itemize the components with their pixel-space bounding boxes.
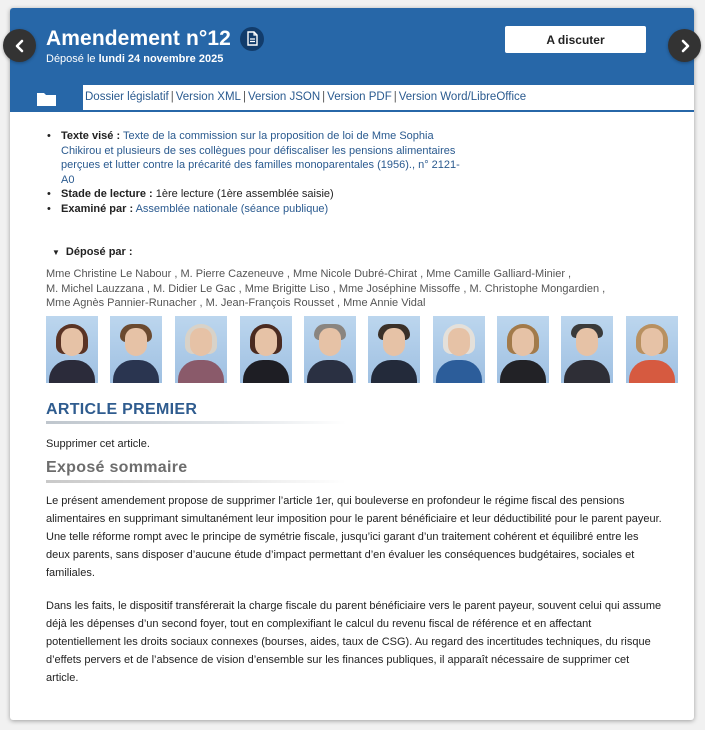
texte-vise-link[interactable]: Texte de la commission sur la proposition de loi de Mme Sophia Chikirou et plusieurs de ses collègues pour défiscaliser les pensions alimentaires perçues et lutter contre la précarité des familles monoparentales (1956)., n° 2121-A0 (61, 130, 460, 186)
article-body: Supprimer cet article. (46, 438, 150, 450)
next-amendment-button[interactable] (668, 29, 701, 62)
expose-paragraph-1: Le présent amendement propose de supprimer l’article 1er, qui bouleverse en profondeur le régime fiscal des pensions alimentaires en supprimant simultanément leur imposition pour le parent bénéficiaire et leur déductibilité pour le parent payeur. Une telle réforme rompt avec le principe de symétrie fiscale, jusqu’ici garant d’un traitement cohérent et équilibré entre les deux parents, sans disposer d’aucune étude d’impact permettant d’en évaluer les conséquences budgétaires, sociales et familiales. (46, 495, 662, 579)
depose-par-label: Déposé par : (65, 246, 133, 258)
expose-sommaire-title: Exposé sommaire (46, 459, 188, 476)
expose-title-underline (46, 480, 346, 483)
folder-tab[interactable] (10, 85, 83, 112)
link-separator: | (242, 91, 246, 103)
amendment-header (10, 8, 694, 85)
status-button[interactable]: A discuter (505, 26, 646, 53)
link-separator: | (393, 91, 397, 103)
article-title: ARTICLE PREMIER (46, 401, 198, 418)
link-version-word[interactable]: Version Word/LibreOffice (398, 91, 527, 103)
link-version-pdf[interactable]: Version PDF (327, 91, 392, 103)
authors-line: Mme Christine Le Nabour , M. Pierre Cazeneuve , Mme Nicole Dubré-Chirat , Mme Camille Galliard-Minier , (46, 268, 572, 280)
deposit-prefix: Déposé le (46, 53, 96, 65)
examine-par-label: Examiné par : (61, 202, 134, 215)
author-photo[interactable] (497, 316, 549, 383)
stade-lecture-label: Stade de lecture : (61, 188, 153, 200)
author-photo[interactable] (368, 316, 420, 383)
author-photo[interactable] (240, 316, 292, 383)
folder-icon (36, 90, 58, 108)
deposit-date-line (46, 53, 223, 65)
previous-amendment-button[interactable] (3, 29, 36, 62)
amendment-metadata (46, 129, 466, 216)
chevron-right-icon (678, 39, 692, 53)
authors-line: Mme Agnès Pannier-Runacher , M. Jean-François Rousset , Mme Annie Vidal (46, 297, 426, 309)
expose-paragraph-2: Dans les faits, le dispositif transférerait la charge fiscale du parent bénéficiaire vers le parent payeur, souvent celui qui assume déjà les dépenses d’un second foyer, tout en complexifiant le calcul du revenu fiscal de référence et en affectant potentiellement les droits sociaux connexes (bourses, aides, taux de CSG). Au regard des incertitudes techniques, du risque d’effets pervers et de l’absence de vision d’ensemble sur les finances publiques, il apparaît nécessaire de supprimer cet article. (46, 600, 662, 684)
depose-par-toggle[interactable] (52, 246, 133, 258)
author-photo[interactable] (175, 316, 227, 383)
author-photo[interactable] (46, 316, 98, 383)
link-version-json[interactable]: Version JSON (247, 91, 321, 103)
link-separator: | (170, 91, 174, 103)
author-photo[interactable] (304, 316, 356, 383)
authors-list (46, 267, 666, 311)
link-version-xml[interactable]: Version XML (175, 91, 241, 103)
link-dossier-legislatif[interactable]: Dossier législatif (85, 91, 169, 103)
authors-line: M. Michel Lauzzana , M. Didier Le Gac , Mme Brigitte Liso , Mme Joséphine Missoffe , M. Christophe Mongardien , (46, 282, 606, 295)
chevron-left-icon (13, 39, 27, 53)
texte-vise-item (46, 129, 466, 187)
document-icon[interactable] (240, 27, 264, 51)
author-photo[interactable] (626, 316, 678, 383)
author-photos (46, 316, 694, 384)
amendment-card (10, 8, 694, 720)
caret-down-icon: ▼ (52, 247, 60, 257)
document-links (85, 91, 526, 103)
examine-par-link[interactable]: Assemblée nationale (séance publique) (135, 202, 329, 215)
texte-vise-label: Texte visé : (61, 130, 121, 142)
stade-lecture-value: 1ère lecture (1ère assemblée saisie) (155, 188, 334, 200)
document-links-bar (10, 85, 694, 112)
article-title-underline (46, 421, 346, 424)
author-photo[interactable] (561, 316, 613, 383)
stade-lecture-item (46, 187, 466, 202)
examine-par-item (46, 202, 466, 217)
title-row (46, 27, 264, 51)
author-photo[interactable] (433, 316, 485, 383)
amendment-title: Amendement n°12 (46, 27, 231, 50)
deposit-date: lundi 24 novembre 2025 (98, 53, 224, 65)
author-photo[interactable] (110, 316, 162, 383)
link-separator: | (322, 91, 326, 103)
